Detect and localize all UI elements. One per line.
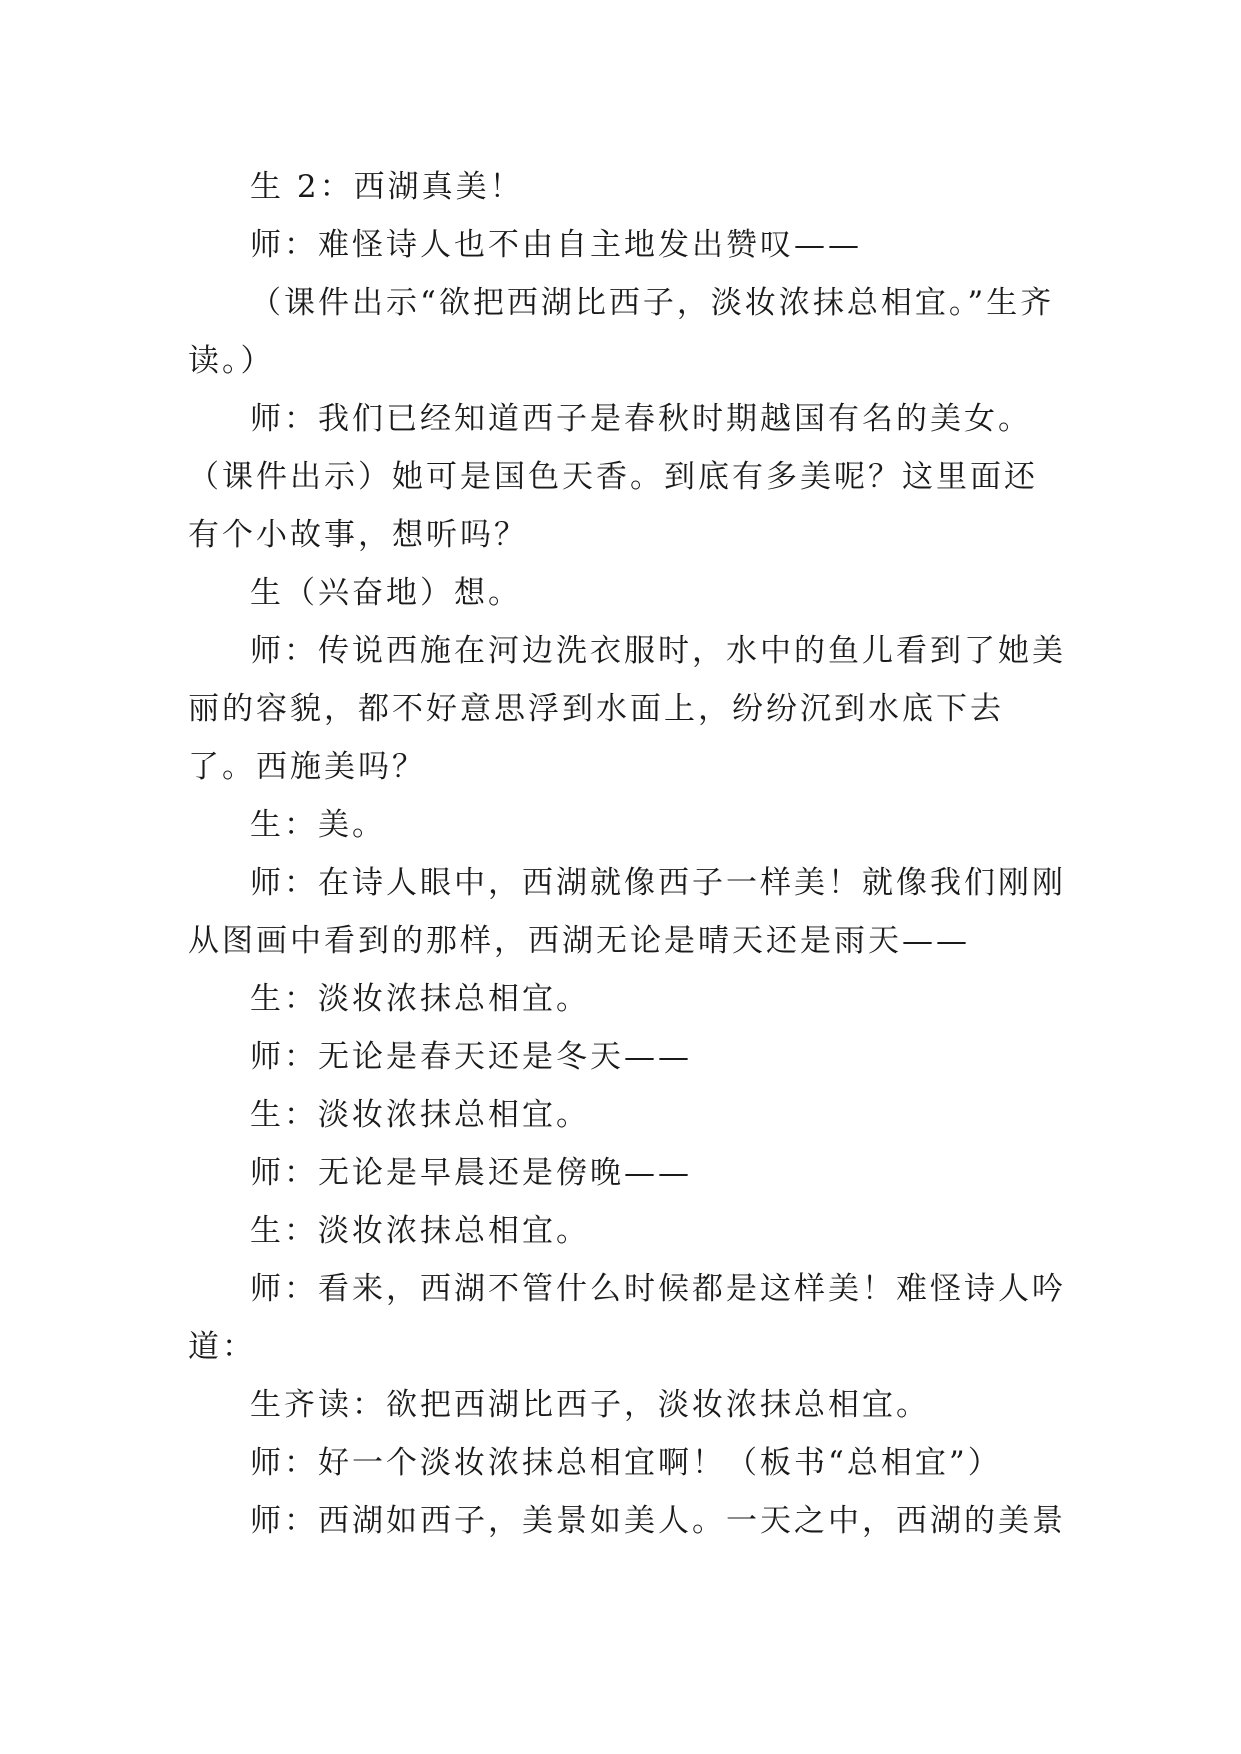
paragraph: 生：美。: [250, 807, 386, 843]
paragraph: 师：西湖如西子，美景如美人。一天之中，西湖的美景: [250, 1503, 1066, 1539]
paragraph: 生：淡妆浓抹总相宜。: [250, 981, 590, 1017]
paragraph: 生：淡妆浓抹总相宜。: [250, 1097, 590, 1133]
paragraph: 师：无论是春天还是冬天——: [250, 1039, 692, 1075]
paragraph: 生：淡妆浓抹总相宜。: [250, 1213, 590, 1249]
paragraph: （课件出示“欲把西湖比西子，淡妆浓抹总相宜。”生齐读。）: [188, 285, 1055, 379]
paragraph: 生齐读：欲把西湖比西子，淡妆浓抹总相宜。: [250, 1387, 930, 1423]
paragraph: 师：好一个淡妆浓抹总相宜啊！（板书“总相宜”）: [250, 1445, 1002, 1481]
paragraph: 师：我们已经知道西子是春秋时期越国有名的美女。（课件出示）她可是国色天香。到底有多美呢？这里面还有个小故事，想听吗？: [188, 401, 1038, 553]
paragraph: 师：传说西施在河边洗衣服时，水中的鱼儿看到了她美丽的容貌，都不好意思浮到水面上，纷纷沉到水底下去了。西施美吗？: [188, 633, 1066, 785]
paragraph: 生（兴奋地）想。: [250, 575, 522, 611]
document-body: [188, 158, 1068, 1550]
paragraph: 师：无论是早晨还是傍晚——: [250, 1155, 692, 1191]
paragraph: 师：难怪诗人也不由自主地发出赞叹——: [250, 227, 862, 263]
paragraph: 师：在诗人眼中，西湖就像西子一样美！就像我们刚刚从图画中看到的那样，西湖无论是晴天还是雨天——: [188, 865, 1066, 959]
paragraph: 生 2：西湖真美！: [250, 169, 524, 205]
paragraph: 师：看来，西湖不管什么时候都是这样美！难怪诗人吟道：: [188, 1271, 1066, 1365]
